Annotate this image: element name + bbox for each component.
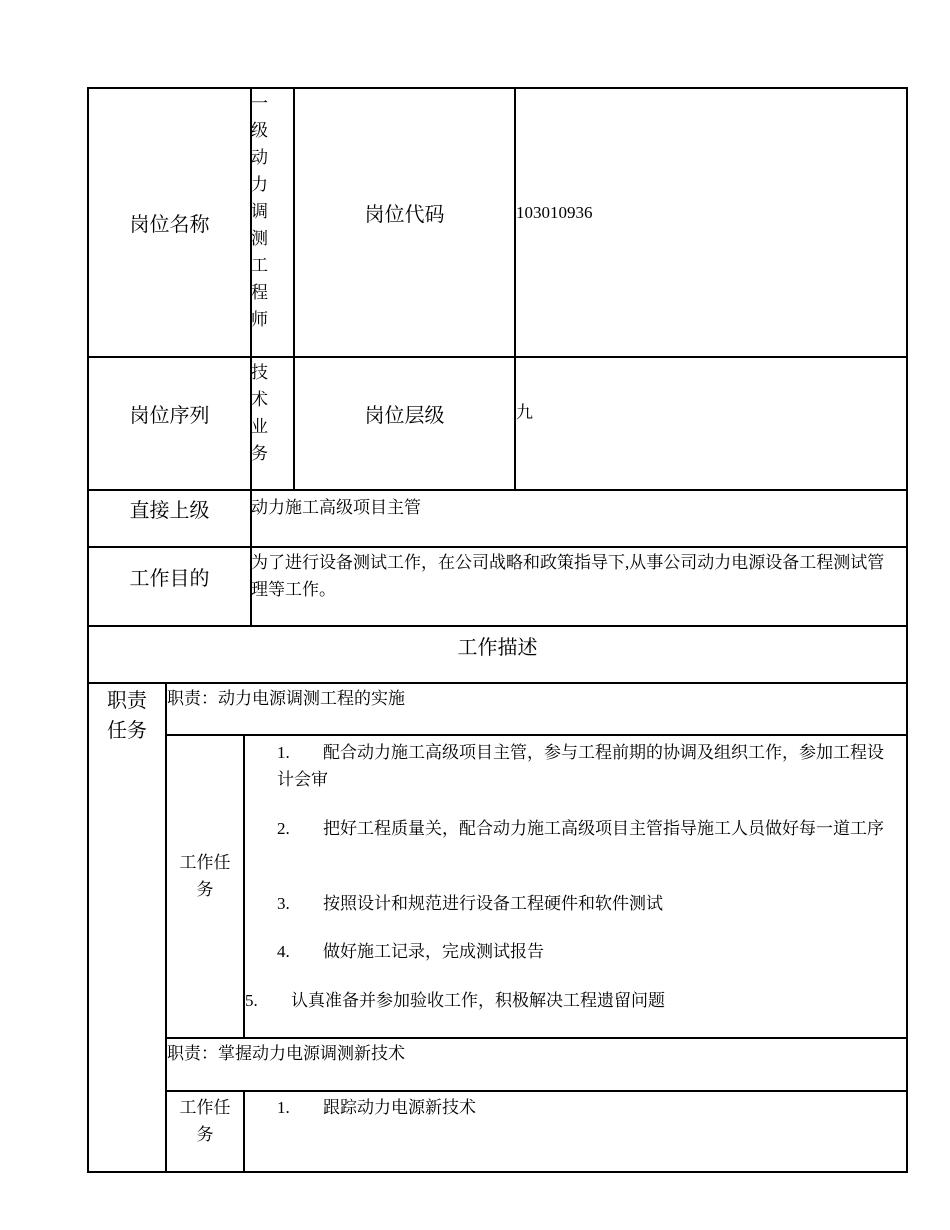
task-number: 3. [277, 894, 290, 913]
task-number: 2. [277, 819, 290, 838]
direct-superior-value: 动力施工高级项目主管 [251, 498, 421, 517]
task-number: 5. [245, 991, 258, 1010]
work-tasks-label: 工作任务 [179, 853, 231, 899]
task-number: 4. [277, 942, 290, 961]
task-text: 跟踪动力电源新技术 [323, 1098, 476, 1117]
task-item [277, 739, 889, 793]
duties-tasks-label: 职责任务 [107, 690, 147, 742]
task-item [277, 815, 889, 842]
position-series-label: 岗位序列 [129, 404, 210, 427]
duty-title: 职责：动力电源调测工程的实施 [167, 689, 405, 708]
work-purpose-value: 为了进行设备测试工作，在公司战略和政策指导下,从事公司动力电源设备工程测试管理等工作。 [251, 553, 885, 599]
task-item [245, 987, 895, 1014]
duty-title: 职责：掌握动力电源调测新技术 [167, 1044, 405, 1063]
position-level-label: 岗位层级 [364, 404, 445, 427]
task-item [277, 938, 889, 965]
position-level-value: 九 [516, 403, 533, 422]
work-tasks-label: 工作任务 [179, 1098, 231, 1144]
position-name-value: 一级动力调测工程师 [251, 94, 268, 329]
task-number: 1. [277, 1098, 290, 1117]
work-description-header: 工作描述 [457, 636, 538, 659]
task-text: 配合动力施工高级项目主管，参与工程前期的协调及组织工作，参加工程设计会审 [277, 743, 884, 789]
task-text: 认真准备并参加验收工作，积极解决工程遗留问题 [291, 991, 665, 1010]
position-name-label: 岗位名称 [129, 214, 210, 236]
task-item [277, 890, 889, 917]
work-purpose-label: 工作目的 [129, 567, 210, 590]
task-text: 按照设计和规范进行设备工程硬件和软件测试 [323, 894, 663, 913]
task-text: 把好工程质量关，配合动力施工高级项目主管指导施工人员做好每一道工序 [323, 819, 884, 838]
direct-superior-label: 直接上级 [129, 499, 210, 522]
task-text: 做好施工记录，完成测试报告 [323, 942, 544, 961]
task-item [277, 1094, 889, 1121]
position-series-value: 技术业务 [251, 363, 268, 463]
task-number: 1. [277, 743, 290, 762]
position-code-label: 岗位代码 [364, 204, 445, 226]
position-code-value: 103010936 [516, 203, 593, 222]
